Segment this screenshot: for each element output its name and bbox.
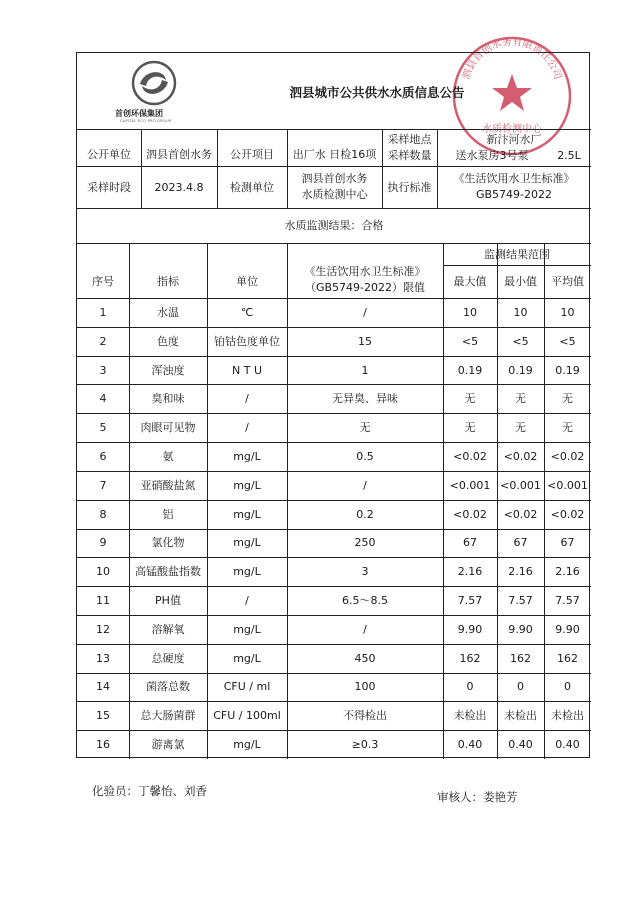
table-cell-avg: <5 — [559, 334, 576, 348]
sampling-date-label: 采样时段 — [87, 180, 131, 194]
table-cell-max: 7.57 — [457, 594, 483, 608]
header-range: 监测结果范围 — [484, 247, 550, 261]
header-indicator: 指标 — [157, 275, 179, 288]
table-cell-min: 67 — [513, 536, 528, 550]
table-cell-limit: 250 — [354, 536, 376, 550]
table-cell-min: 无 — [515, 392, 526, 406]
tester-line: 化验员：丁馨怡、刘香 — [92, 784, 207, 798]
table-cell-min: <5 — [512, 334, 529, 348]
table-cell-min: 7.57 — [508, 594, 533, 608]
table-cell-seq: 2 — [99, 334, 107, 348]
table-cell-seq: 4 — [99, 392, 107, 406]
sampling-date-value: 2023.4.8 — [154, 180, 204, 194]
table-cell-max: 无 — [464, 392, 476, 406]
table-cell-max: 0.40 — [457, 738, 483, 752]
table-cell-name: 高锰酸盐指数 — [135, 565, 201, 579]
table-cell-name: PH值 — [155, 594, 181, 608]
table-cell-max: 67 — [463, 536, 477, 550]
table-cell-seq: 7 — [99, 478, 107, 492]
table-cell-avg: 无 — [562, 392, 573, 406]
test-unit-value1: 泗县首创水务 — [301, 171, 368, 185]
publish-item-label: 公开项目 — [230, 148, 274, 161]
table-cell-seq: 1 — [99, 305, 107, 319]
table-cell-avg: 2.16 — [555, 565, 580, 579]
table-cell-seq: 10 — [96, 565, 110, 579]
table-cell-unit: CFU / 100ml — [213, 709, 281, 723]
table-cell-avg: <0.001 — [547, 478, 588, 492]
table-cell-limit: 15 — [358, 334, 372, 348]
sampling-place-value2: 送水泵房3号泵 — [455, 148, 529, 162]
table-cell-min: 0 — [517, 680, 524, 694]
table-cell-name: 溶解氧 — [151, 622, 185, 636]
table-cell-unit: mg/L — [233, 651, 261, 665]
table-cell-unit: N T U — [232, 363, 262, 377]
table-cell-unit: 铂钴色度单位 — [214, 334, 280, 348]
table-cell-max: 9.90 — [457, 622, 483, 636]
company-english: CAPITAL ECO-PRO GROUP — [120, 119, 172, 123]
table-cell-avg: 0.19 — [555, 363, 580, 377]
table-cell-limit: / — [363, 305, 367, 319]
table-cell-max: <0.02 — [453, 507, 487, 521]
table-cell-unit: mg/L — [233, 536, 261, 550]
table-cell-name: 臭和味 — [151, 392, 185, 406]
table-cell-limit: 450 — [354, 651, 376, 665]
header-min: 最小值 — [504, 275, 537, 288]
table-cell-unit: / — [245, 392, 249, 406]
table-cell-limit: 1 — [361, 363, 369, 377]
table-cell-limit: 无 — [359, 421, 371, 435]
table-cell-limit: 6.5～8.5 — [342, 594, 388, 608]
table-cell-name: 总硬度 — [151, 651, 185, 665]
standard-label: 执行标准 — [387, 180, 432, 194]
table-cell-min: 2.16 — [508, 565, 533, 579]
table-cell-limit: 0.2 — [356, 507, 374, 521]
table-cell-avg: 0 — [564, 680, 571, 694]
table-cell-max: <5 — [461, 334, 479, 348]
publish-unit-value: 泗县首创水务 — [146, 148, 212, 161]
table-cell-min: 0.40 — [508, 738, 533, 752]
table-cell-name: 总大肠菌群 — [140, 709, 196, 723]
sampling-place-value: 新汴河水厂 — [486, 132, 542, 146]
table-cell-min: 未检出 — [504, 709, 537, 723]
table-cell-avg: 162 — [557, 651, 578, 665]
table-cell-name: 色度 — [157, 334, 179, 348]
result-line: 水质监测结果：合格 — [284, 219, 384, 232]
table-cell-limit: 100 — [354, 680, 376, 694]
table-cell-limit: 3 — [361, 565, 369, 579]
table-cell-min: <0.02 — [503, 507, 538, 521]
header-seq: 序号 — [92, 275, 114, 288]
table-cell-avg: 无 — [562, 421, 573, 435]
page-title: 泗县城市公共供水水质信息公告 — [289, 84, 465, 100]
table-cell-limit: ≥0.3 — [351, 738, 379, 752]
test-unit-value2: 水质检测中心 — [301, 187, 368, 201]
test-unit-label: 检测单位 — [230, 180, 274, 194]
table-cell-seq: 11 — [96, 594, 110, 608]
sampling-qty-value: 2.5L — [557, 148, 581, 162]
table-cell-seq: 6 — [99, 449, 107, 463]
table-cell-name: 浑浊度 — [151, 363, 185, 377]
table-cell-limit: 0.5 — [356, 449, 374, 463]
standard-value2: GB5749-2022 — [475, 187, 553, 201]
table-cell-avg: 10 — [560, 305, 575, 319]
standard-value1: 《生活饮用水卫生标准》 — [453, 171, 575, 185]
table-cell-unit: mg/L — [233, 478, 261, 492]
header-avg: 平均值 — [551, 275, 584, 288]
table-cell-avg: 未检出 — [551, 709, 584, 723]
table-cell-name: 铝 — [162, 507, 174, 521]
table-cell-max: 2.16 — [457, 565, 483, 579]
table-cell-unit: mg/L — [233, 507, 261, 521]
table-cell-max: <0.02 — [453, 449, 487, 463]
table-cell-unit: ℃ — [240, 305, 254, 319]
table-cell-name: 水温 — [157, 305, 179, 319]
table-cell-max: <0.001 — [449, 478, 491, 492]
table-cell-min: <0.001 — [500, 478, 541, 492]
svg-text:水质检测中心: 水质检测中心 — [482, 124, 542, 135]
reviewer-line: 审核人：娄艳芳 — [437, 790, 518, 804]
sampling-place-label: 采样地点 — [387, 132, 432, 146]
table-cell-seq: 9 — [99, 536, 107, 550]
table-cell-name: 肉眼可见物 — [140, 421, 196, 435]
table-cell-unit: / — [245, 594, 249, 608]
table-cell-avg: 9.90 — [555, 622, 580, 636]
table-cell-name: 氨 — [162, 449, 174, 463]
table-cell-avg: 7.57 — [555, 594, 580, 608]
table-cell-unit: mg/L — [233, 449, 261, 463]
publish-item-value: 出厂水 日检16项 — [292, 148, 377, 161]
header-max: 最大值 — [453, 275, 487, 288]
table-cell-max: 0.19 — [457, 363, 483, 377]
table-cell-seq: 5 — [99, 421, 107, 435]
table-cell-unit: mg/L — [233, 565, 261, 579]
table-cell-avg: 67 — [560, 536, 575, 550]
table-cell-max: 未检出 — [453, 709, 487, 723]
table-cell-min: 0.19 — [508, 363, 533, 377]
table-cell-limit: / — [363, 622, 367, 636]
table-cell-max: 无 — [464, 421, 476, 435]
table-cell-name: 游离氯 — [151, 738, 185, 752]
table-cell-unit: / — [245, 421, 249, 435]
table-cell-unit: mg/L — [233, 622, 261, 636]
header-limit1: 《生活饮用水卫生标准》 — [304, 264, 426, 278]
table-cell-seq: 3 — [99, 363, 107, 377]
table-cell-max: 0 — [466, 680, 474, 694]
table-cell-avg: <0.02 — [550, 449, 585, 463]
company-name: 首创环保集团 — [115, 109, 163, 118]
table-cell-min: 9.90 — [508, 622, 533, 636]
header-limit2: （GB5749-2022）限值 — [304, 280, 426, 294]
header-unit: 单位 — [236, 275, 258, 288]
table-cell-max: 162 — [459, 651, 481, 665]
table-cell-min: 10 — [513, 305, 528, 319]
report-table — [76, 52, 590, 758]
table-cell-limit: 不得检出 — [343, 709, 387, 723]
table-cell-name: 亚硝酸盐氮 — [140, 478, 196, 492]
table-cell-limit: 无异臭、异味 — [332, 392, 398, 406]
sampling-qty-label: 采样数量 — [387, 148, 432, 162]
table-cell-seq: 14 — [96, 680, 110, 694]
table-cell-min: 162 — [510, 651, 531, 665]
table-cell-avg: <0.02 — [550, 507, 585, 521]
table-cell-unit: CFU / ml — [223, 680, 271, 694]
table-cell-name: 菌落总数 — [146, 680, 190, 694]
table-cell-seq: 13 — [96, 651, 110, 665]
table-cell-seq: 16 — [96, 738, 110, 752]
table-cell-seq: 8 — [99, 507, 107, 521]
table-cell-seq: 12 — [96, 622, 110, 636]
table-cell-max: 10 — [463, 305, 477, 319]
table-cell-limit: / — [363, 478, 367, 492]
table-cell-name: 氯化物 — [151, 536, 185, 550]
table-cell-min: 无 — [515, 421, 526, 435]
table-cell-unit: mg/L — [233, 738, 261, 752]
publish-unit-label: 公开单位 — [87, 148, 131, 161]
table-cell-min: <0.02 — [503, 449, 538, 463]
table-cell-avg: 0.40 — [555, 738, 580, 752]
svg-text:泗县首创水务有限责任公司: 泗县首创水务有限责任公司 — [461, 36, 563, 81]
table-cell-seq: 15 — [96, 709, 110, 723]
